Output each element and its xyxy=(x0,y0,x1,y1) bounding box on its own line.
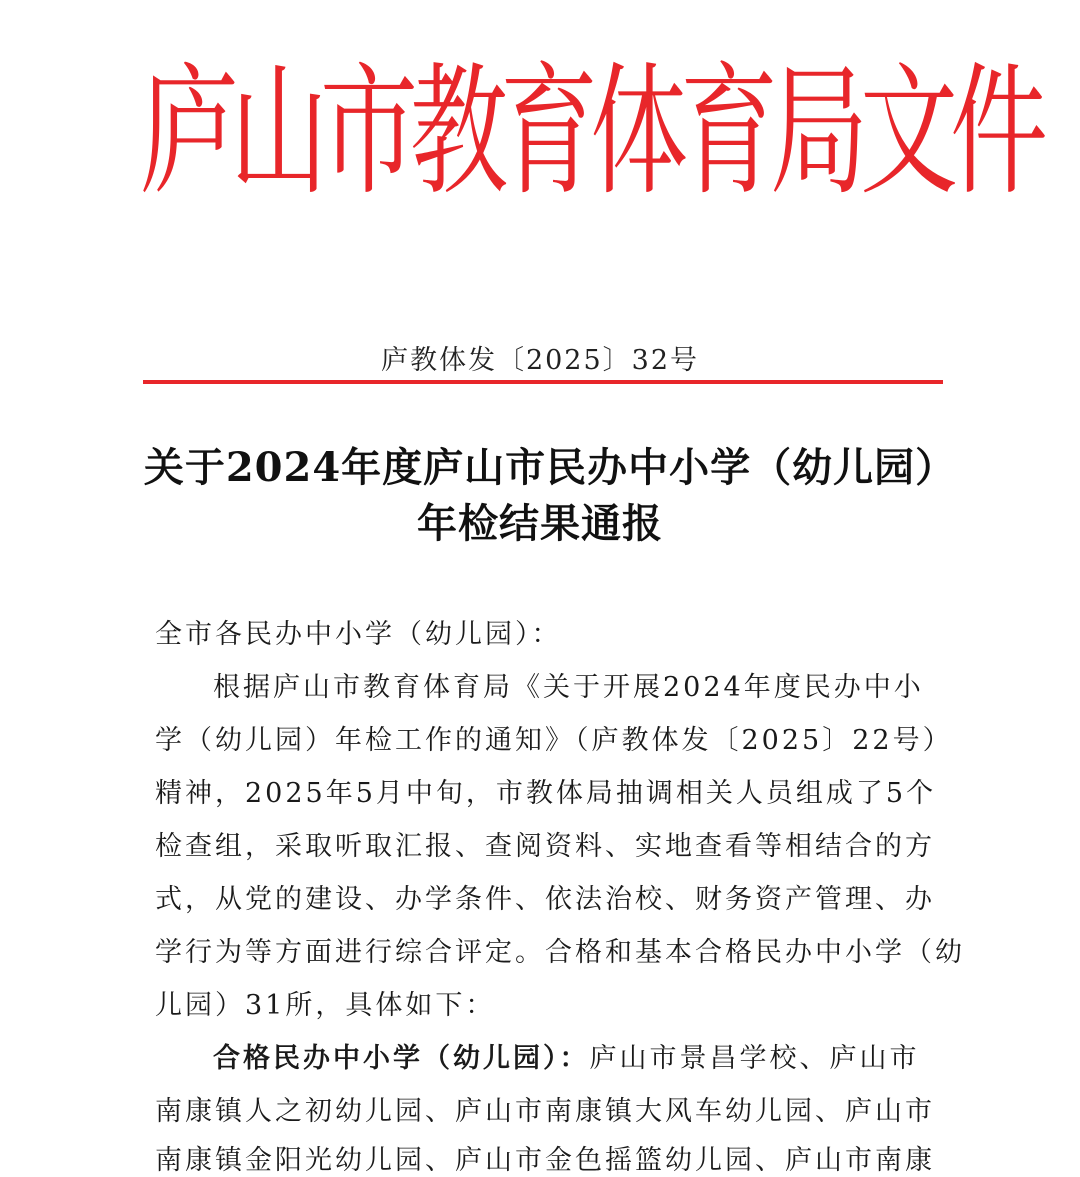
paragraph-line: 根据庐山市教育体育局《关于开展2024年度民办中小 xyxy=(213,672,924,703)
qualified-list-text: 庐山市景昌学校、庐山市 xyxy=(589,1043,920,1074)
qualified-list-line: 南康镇金阳光幼儿园、庐山市金色摇篮幼儿园、庐山市南康 xyxy=(155,1145,935,1176)
paragraph-line: 儿园）31所，具体如下： xyxy=(155,990,496,1021)
salutation: 全市各民办中小学（幼儿园）： xyxy=(155,619,562,650)
qualified-list-line: 南康镇人之初幼儿园、庐山市南康镇大风车幼儿园、庐山市 xyxy=(155,1096,935,1127)
red-divider-line xyxy=(143,380,943,384)
qualified-list-first-line xyxy=(213,1036,933,1075)
paragraph-line: 检查组，采取听取汇报、查阅资料、实地查看等相结合的方 xyxy=(155,831,935,862)
document-title-line-1: 关于2024年度庐山市民办中小学（幼儿园） xyxy=(143,444,957,491)
document-number: 庐教体发〔2025〕32号 xyxy=(380,345,700,376)
agency-header-title: 庐山市教育体育局文件 xyxy=(140,50,1041,216)
document-title-line-2: 年检结果通报 xyxy=(417,500,663,547)
paragraph-line: 学（幼儿园）年检工作的通知》（庐教体发〔2025〕22号） xyxy=(155,725,953,756)
paragraph-line: 精神，2025年5月中旬，市教体局抽调相关人员组成了5个 xyxy=(155,778,937,809)
paragraph-line: 学行为等方面进行综合评定。合格和基本合格民办中小学（幼 xyxy=(155,937,965,968)
qualified-heading: 合格民办中小学（幼儿园）： xyxy=(213,1043,590,1074)
paragraph-line: 式，从党的建设、办学条件、依法治校、财务资产管理、办 xyxy=(155,884,935,915)
